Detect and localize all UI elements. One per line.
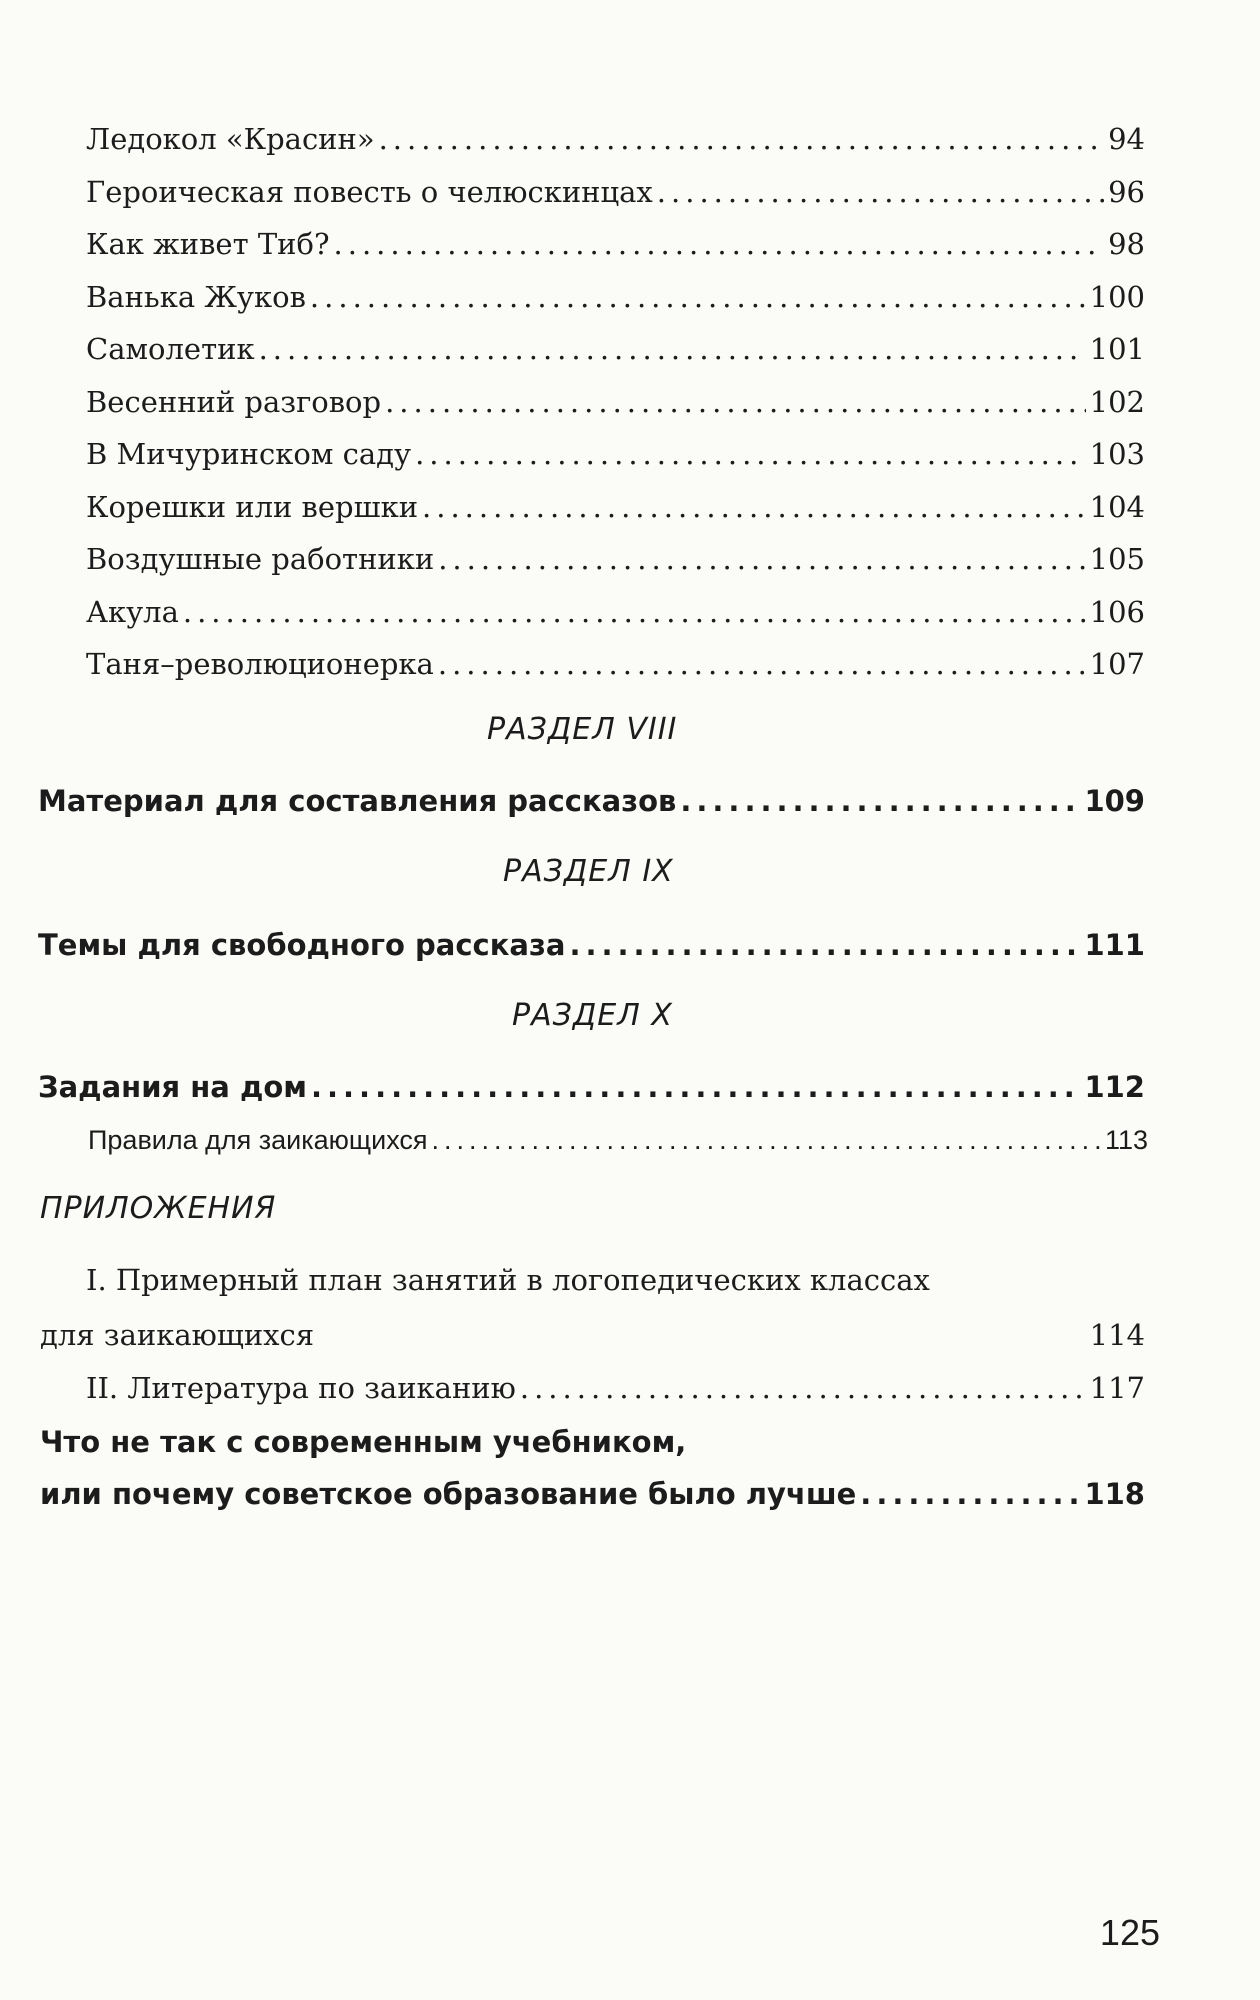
section-heading: РАЗДЕЛ IX <box>503 854 674 889</box>
toc-entry <box>86 280 1145 314</box>
toc-entry-page: 102 <box>1089 384 1145 419</box>
toc-entry-title: для заикающихся <box>40 1318 315 1352</box>
toc-entry-title: Что не так с современным учебником, <box>40 1425 687 1459</box>
toc-entry-page: 105 <box>1089 542 1145 576</box>
toc-entry <box>86 542 1145 576</box>
toc-entry <box>86 332 1145 366</box>
toc-entry-title: Ванька Жуков <box>86 279 306 314</box>
toc-entry-title: Как живет Тиб? <box>86 227 330 261</box>
toc-entry-page: 118 <box>1084 1477 1145 1511</box>
toc-entry-title: Ледокол «Красин» <box>86 122 375 156</box>
toc-entry-title: Таня–революционерка <box>86 647 434 681</box>
toc-entry-page: 117 <box>1089 1371 1145 1405</box>
toc-entry <box>86 122 1145 156</box>
toc-entry <box>86 175 1145 209</box>
toc-entry <box>86 490 1145 524</box>
toc-entry <box>40 1477 1145 1511</box>
toc-entry-title: Материал для составления рассказов <box>38 784 677 818</box>
toc-entry-page: 112 <box>1084 1070 1145 1104</box>
toc-entry-title: Корешки или вершки <box>86 489 419 524</box>
toc-entry-page: 111 <box>1084 928 1145 962</box>
toc-entry-title: Самолетик <box>86 332 255 366</box>
toc-entry-page: 101 <box>1089 332 1145 366</box>
toc-entry <box>86 437 1145 471</box>
section-heading: РАЗДЕЛ X <box>512 998 673 1033</box>
toc-entry-title: Задания на дом <box>38 1070 307 1104</box>
toc-entry-title: В Мичуринском саду <box>86 437 412 471</box>
toc-entry-page: 109 <box>1084 784 1145 818</box>
section-heading: РАЗДЕЛ VIII <box>487 712 678 747</box>
toc-entry-page: 113 <box>1104 1125 1148 1155</box>
toc-entry-title: или почему советское образование было лучше <box>40 1477 857 1511</box>
toc-entry-page: 100 <box>1089 279 1145 314</box>
toc-entry-title: Правила для заикающихся <box>88 1125 428 1155</box>
toc-entry-page: 104 <box>1089 489 1145 524</box>
toc-entry-page: 107 <box>1089 647 1145 681</box>
toc-entry <box>88 1125 1148 1156</box>
toc-entry <box>38 784 1145 818</box>
toc-entry-title: II. Литература по заиканию <box>86 1371 516 1405</box>
toc-entry-title: Акула <box>86 594 179 629</box>
toc-entry <box>86 227 1145 261</box>
toc-entry-page: 98 <box>1108 227 1145 261</box>
toc-entry-page: 114 <box>1089 1318 1145 1352</box>
toc-entry <box>86 595 1145 629</box>
toc-entry-title: Темы для свободного рассказа <box>38 928 566 962</box>
section-heading: ПРИЛОЖЕНИЯ <box>40 1191 277 1226</box>
toc-entry-page: 96 <box>1108 174 1145 209</box>
toc-entry-title: Героическая повесть о челюскинцах <box>86 174 653 209</box>
page-number: 125 <box>1099 1912 1160 1953</box>
toc-entry <box>86 647 1145 681</box>
toc-entry-page: 103 <box>1089 437 1145 471</box>
toc-entry <box>40 1318 1145 1352</box>
toc-entry <box>86 385 1145 419</box>
toc-entry-title: Воздушные работники <box>86 542 435 576</box>
toc-entry <box>86 1371 1145 1405</box>
toc-entry <box>38 1070 1145 1104</box>
toc-entry <box>38 928 1145 962</box>
toc-entry-title: I. Примерный план занятий в логопедических классах <box>86 1263 930 1297</box>
toc-entry-page: 94 <box>1108 122 1145 156</box>
toc-entry-page: 106 <box>1089 594 1145 629</box>
toc-entry-title: Весенний разговор <box>86 384 382 419</box>
